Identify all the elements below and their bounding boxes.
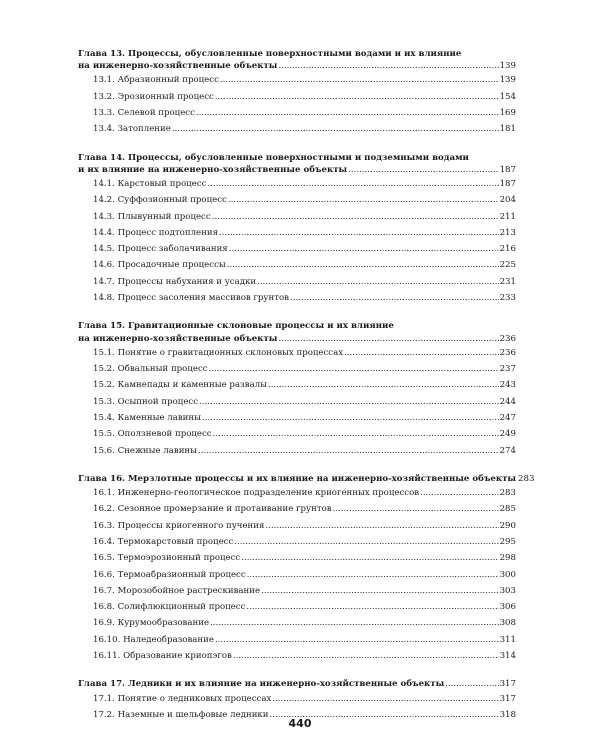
toc-entry — [78, 361, 516, 377]
toc-entry — [78, 691, 516, 707]
section-title: 16.8. Солифлюкционный процесс — [93, 602, 246, 613]
toc-entry — [78, 567, 516, 583]
dot-leader — [202, 410, 499, 426]
page-ref: 139 — [499, 61, 516, 72]
page-ref: 308 — [499, 618, 516, 629]
dot-leader — [209, 361, 499, 377]
chapter-title-line: Глава 16. Мерзлотные процессы и их влияние на инженерно-хозяйственные объекты — [78, 473, 517, 484]
toc-entry — [78, 443, 516, 459]
page-ref: 317 — [499, 693, 516, 704]
page-ref: 295 — [499, 536, 516, 547]
section-title: 14.2. Суффозионный процесс — [93, 195, 227, 206]
toc-entry — [78, 648, 516, 664]
toc-entry — [78, 534, 516, 550]
page-ref: 187 — [499, 179, 516, 189]
chapter-title-line: Глава 15. Гравитационные склоновые процессы и их влияние — [78, 321, 394, 332]
dot-leader — [207, 176, 498, 192]
toc-entry — [78, 290, 516, 306]
chapter-title-entry — [78, 60, 516, 72]
section-title: 16.2. Сезонное промерзание и протаивание грунтов — [93, 504, 332, 515]
section-title: 14.4. Процесс подтопления — [93, 227, 219, 238]
dot-leader — [199, 394, 499, 410]
section-title: 15.1. Понятие о гравитационных склоновых процессах — [93, 347, 344, 358]
section-title: 16.1. Инженерно-геологическое подразделение криогенных процессов — [93, 488, 420, 499]
dot-leader — [172, 121, 499, 137]
section-title: 15.5. Оползневой процесс — [93, 429, 212, 440]
page-ref: 204 — [499, 195, 516, 206]
dot-leader — [198, 443, 499, 459]
chapter-title-entry — [78, 333, 516, 345]
dot-leader — [265, 518, 498, 534]
page-ref: 225 — [499, 260, 516, 271]
page-ref: 274 — [499, 445, 516, 456]
toc-entry — [78, 257, 516, 273]
dot-leader — [290, 290, 499, 306]
chapter-title-line: Глава 17. Ледники и их влияние на инженерно-хозяйственные объекты — [78, 679, 445, 690]
dot-leader — [196, 105, 499, 121]
page-number: 440 — [288, 717, 312, 730]
dot-leader — [257, 274, 499, 290]
section-title: 14.1. Карстовый процесс — [93, 179, 207, 189]
toc-entry — [78, 192, 516, 208]
toc-entry — [78, 121, 516, 137]
toc-entry — [78, 632, 516, 648]
section-title: 13.3. Селевой процесс — [93, 108, 195, 118]
toc-entry — [78, 209, 516, 225]
chapter-13 — [78, 48, 516, 138]
page-ref: 298 — [499, 553, 516, 564]
dot-leader — [272, 691, 498, 707]
section-title: 15.2. Обвальный процесс — [93, 364, 208, 375]
page-ref: 285 — [499, 504, 516, 515]
chapter-title — [78, 320, 516, 344]
page-ref: 300 — [499, 569, 516, 580]
section-title: 16.9. Курумообразование — [93, 618, 210, 629]
dot-leader — [247, 567, 499, 583]
toc-entry — [78, 426, 516, 442]
dot-leader — [213, 426, 499, 442]
chapter-title-line: и их влияние на инженерно-хозяйственные объекты — [78, 164, 348, 175]
page-ref: 243 — [499, 380, 516, 391]
section-title: 13.1. Абразионный процесс — [93, 75, 219, 86]
toc-entry — [78, 501, 516, 517]
section-title: 15.3. Осыпной процесс — [93, 396, 199, 407]
dot-leader — [241, 550, 498, 566]
page-ref: 187 — [499, 164, 516, 175]
page-ref: 317 — [499, 679, 516, 690]
section-title: 13.4. Затопление — [93, 124, 171, 135]
page-ref: 249 — [499, 429, 516, 440]
section-title: 15.4. Каменные лавины — [93, 412, 201, 423]
page-ref: 311 — [499, 634, 516, 645]
page-ref: 139 — [499, 75, 516, 86]
toc-entry — [78, 518, 516, 534]
toc-entry — [78, 394, 516, 410]
chapter-title — [78, 48, 516, 72]
chapter-14 — [78, 152, 516, 307]
section-title: 16.7. Морозобойное растрескивание — [93, 585, 261, 596]
section-title: 17.1. Понятие о ледниковых процессах — [93, 693, 272, 704]
chapter-title-line: Глава 14. Процессы, обусловленные поверхностными и подземными водами — [78, 152, 469, 163]
page-ref: 213 — [499, 227, 516, 238]
toc-entry — [78, 72, 516, 88]
chapter-title-entry — [78, 164, 516, 176]
toc-entry — [78, 345, 516, 361]
section-title: 15.6. Снежные лавины — [93, 445, 197, 456]
section-title: 14.6. Просадочные процессы — [93, 260, 226, 271]
dot-leader — [344, 345, 499, 361]
toc-entry — [78, 274, 516, 290]
page-ref: 236 — [499, 333, 516, 344]
table-of-contents — [78, 48, 535, 737]
section-title: 16.10. Наледеобразование — [93, 634, 214, 645]
chapter-title — [78, 678, 516, 690]
dot-leader — [227, 257, 499, 273]
toc-entry — [78, 241, 516, 257]
dot-leader — [333, 501, 499, 517]
section-title: 15.2. Камнепады и каменные развалы — [93, 380, 267, 391]
chapter-title-line: Глава 13. Процессы, обусловленные поверхностными водами и их влияние — [78, 49, 462, 59]
dot-leader — [215, 89, 499, 105]
toc-entry — [78, 599, 516, 615]
page-ref: 233 — [499, 293, 516, 304]
chapter-title-line: на инженерно-хозяйственные объекты — [78, 61, 278, 72]
dot-leader — [229, 241, 499, 257]
page-ref: 181 — [499, 124, 516, 135]
section-title: 16.11. Образование криопэгов — [93, 651, 232, 662]
dot-leader — [445, 678, 498, 690]
dot-leader — [420, 485, 499, 501]
dot-leader — [233, 648, 499, 664]
page-ref: 314 — [499, 651, 516, 662]
dot-leader — [215, 632, 499, 648]
page-ref: 283 — [518, 473, 535, 484]
toc-entry — [78, 225, 516, 241]
page-ref: 231 — [499, 276, 516, 287]
page-ref: 244 — [499, 396, 516, 407]
chapter-title — [78, 152, 516, 176]
page-ref: 318 — [499, 709, 516, 720]
dot-leader — [210, 615, 499, 631]
chapter-title-entry — [78, 473, 535, 485]
section-title: 16.3. Процессы криогенного пучения — [93, 520, 265, 531]
dot-leader — [278, 333, 498, 345]
dot-leader — [219, 225, 499, 241]
dot-leader — [348, 164, 498, 176]
page-ref: 283 — [499, 488, 516, 499]
page-ref: 236 — [499, 347, 516, 358]
toc-entry — [78, 583, 516, 599]
page-ref: 306 — [499, 602, 516, 613]
dot-leader — [220, 72, 499, 88]
dot-leader — [278, 60, 498, 72]
chapter-15 — [78, 320, 516, 458]
toc-entry — [78, 377, 516, 393]
dot-leader — [228, 192, 499, 208]
toc-entry — [78, 176, 516, 192]
dot-leader — [234, 534, 498, 550]
section-title: 16.4. Термокарстовый процесс — [93, 536, 234, 547]
dot-leader — [246, 599, 498, 615]
section-title: 16.6. Термоабразионный процесс — [93, 569, 246, 580]
dot-leader — [261, 583, 498, 599]
section-title: 14.8. Процесс засоления массивов грунтов — [93, 293, 289, 304]
page-ref: 247 — [499, 412, 516, 423]
chapter-title — [78, 473, 535, 485]
page-ref: 154 — [499, 91, 516, 102]
chapter-title-entry — [78, 678, 516, 690]
toc-entry — [78, 105, 516, 121]
toc-entry — [78, 550, 516, 566]
chapter-title-line: на инженерно-хозяйственные объекты — [78, 333, 278, 344]
section-title: 14.3. Плывунный процесс — [93, 211, 211, 222]
dot-leader — [268, 377, 499, 393]
toc-entry — [78, 410, 516, 426]
toc-entry — [78, 89, 516, 105]
section-title: 17.2. Наземные и шельфовые ледники — [93, 709, 269, 720]
toc-entry — [78, 615, 516, 631]
chapter-16 — [78, 473, 535, 664]
section-title: 14.7. Процессы набухания и усадки — [93, 276, 257, 287]
section-title: 16.5. Термоэрозионный процесс — [93, 553, 241, 564]
dot-leader — [212, 209, 499, 225]
page-ref: 290 — [499, 520, 516, 531]
page-ref: 237 — [499, 364, 516, 375]
section-title: 13.2. Эрозионный процесс — [93, 91, 214, 102]
toc-entry — [78, 485, 516, 501]
section-title: 14.5. Процесс заболачивания — [93, 244, 228, 255]
page-ref: 169 — [499, 108, 516, 118]
page-ref: 303 — [499, 585, 516, 596]
page-ref: 216 — [499, 244, 516, 255]
page-ref: 211 — [499, 211, 516, 222]
